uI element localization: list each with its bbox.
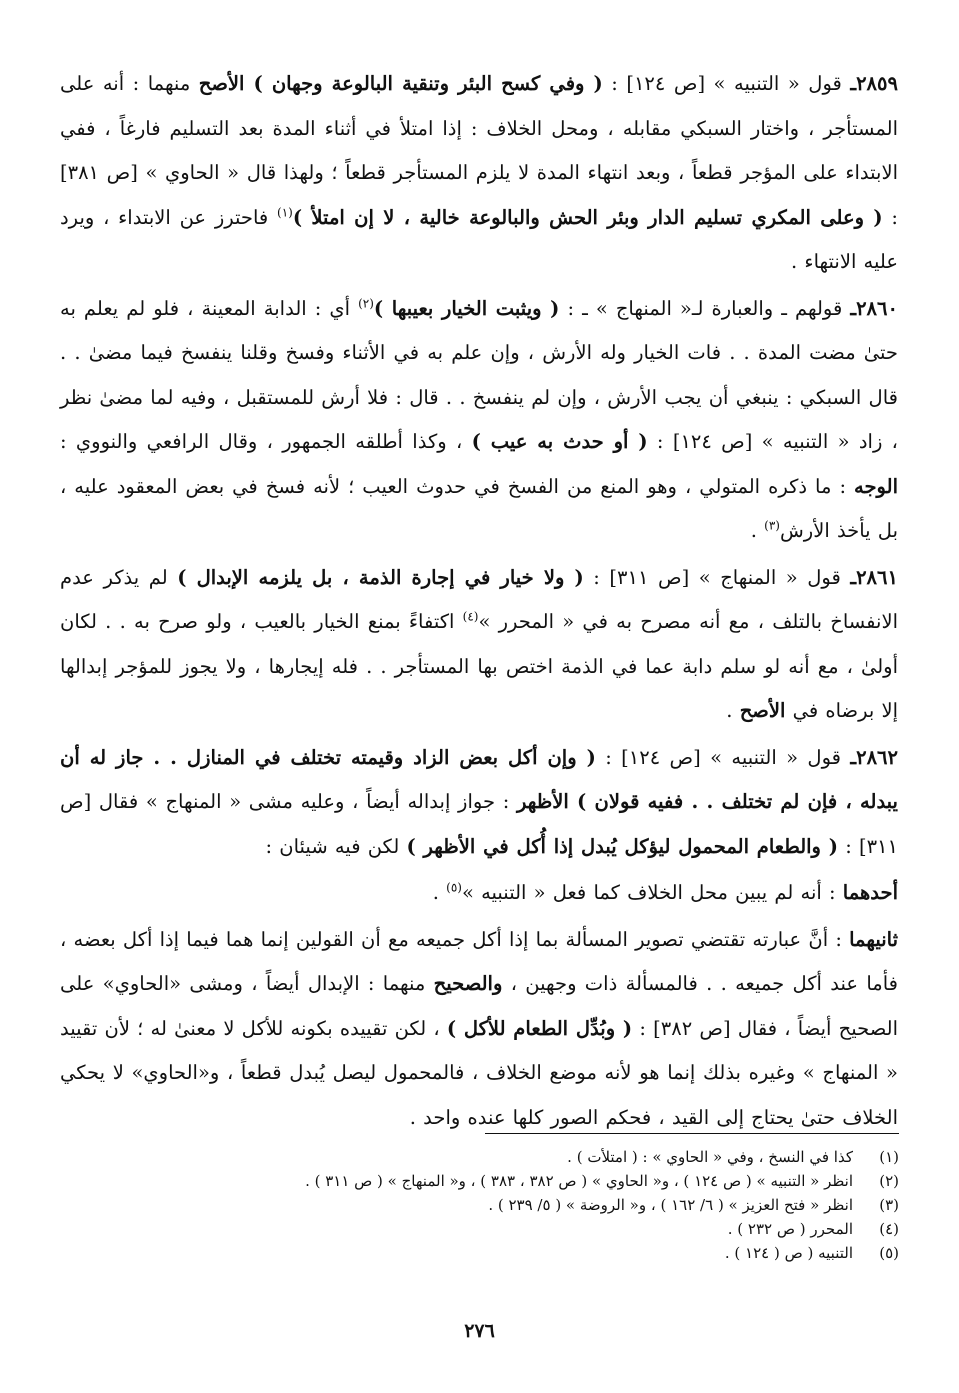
bold-text: أحدهما bbox=[842, 881, 898, 904]
text-run: : جواز إبداله أيضاً ، وعليه مشى « المنهاج » فقال [ص ٣١١] : bbox=[60, 790, 898, 858]
text-run: ، لكن تقييده بكونه للأكل لا معنىٰ له ؛ لأن تقييد « المنهاج » وغيره بذلك إنما هو لأنه موضع الخلاف ، فالمحمول ليصل يُبدل قطعاً ، و«الحاوي» لا يحكي الخلاف حتىٰ يحتاج إلى القيد ، فحكم الصور كلها عنده واحد . bbox=[60, 1016, 898, 1129]
text-run: : أنه لم يبين محل الخلاف كما فعل « التنبيه » bbox=[461, 881, 843, 904]
text-run: منهما : الإبدال أيضاً ، ومشى «الحاوي» على الصحيح أيضاً ، فقال [ص ٣٨٢] : bbox=[60, 972, 898, 1040]
page-body bbox=[60, 62, 898, 1140]
bold-text: الوجه bbox=[854, 474, 898, 498]
bold-text: ثانيهما bbox=[849, 927, 898, 951]
page-number: ٢٧٦ bbox=[464, 1320, 495, 1342]
paragraph bbox=[60, 918, 898, 1141]
paragraph bbox=[60, 736, 898, 870]
paragraph bbox=[60, 287, 898, 554]
bold-text: ( والطعام المحمول ليؤكل يُبدل إذا أُكل في الأظهر ) bbox=[406, 834, 838, 858]
footnote-number: (٣) bbox=[879, 1196, 899, 1214]
bold-text: ٢٨٥٩ـ bbox=[850, 72, 898, 95]
bold-text: ( وعلى المكري تسليم الدار وبئر الحش والبالوعة خالية ، لا إن امتلأ ) bbox=[292, 205, 883, 229]
footnote-item bbox=[61, 1169, 899, 1193]
text-run: . bbox=[750, 519, 765, 542]
text-run: قول « التنبيه » [ص ١٢٤] : bbox=[595, 745, 851, 769]
bold-text: ( أو حدث به عيب ) bbox=[471, 430, 648, 453]
bold-text: والصحيح bbox=[433, 972, 503, 995]
text-run: قولهم ـ والعبارة لـ« المنهاج » ـ : bbox=[559, 296, 851, 320]
bold-text: ٢٨٦٠ـ bbox=[850, 296, 898, 320]
paragraph bbox=[60, 556, 898, 734]
text-run: . bbox=[726, 699, 740, 722]
bold-text: ٢٨٦٢ـ bbox=[850, 745, 898, 769]
footnote-text: المحرر ( ص ٢٣٢ ) . bbox=[727, 1220, 853, 1238]
text-run: منهما : أنه على المستأجر ، واختار السبكي مقابله ، ومحل الخلاف : إذا امتلأ في أثناء المدة بعد التسليم فارغاً ، ففي الابتداء على المؤجر قطعاً ، وبعد انتهاء المدة لا يلزم المستأجر قطعاً ؛ ولهذا قال « الحاوي » [ص ٣٨١] : bbox=[60, 72, 898, 229]
text-run: قول « المنهاج » [ص ٣١١] : bbox=[583, 565, 851, 589]
footnote-item bbox=[61, 1217, 899, 1241]
text-run: . bbox=[432, 881, 447, 904]
footnote-text: انظر « التنبيه » ( ص ١٢٤ ) ، و« الحاوي » ( ص ٣٨٢ ، ٣٨٣ ) ، و« المنهاج » ( ص ٣١١ ) . bbox=[305, 1172, 853, 1190]
footnote-item bbox=[61, 1241, 899, 1265]
footnote-item bbox=[61, 1145, 899, 1169]
footnote-number: (١) bbox=[879, 1148, 899, 1166]
text-run: ، وكذا أطلقه الجمهور ، وقال الرافعي والنووي : bbox=[60, 430, 472, 453]
text-run: اكتفاءً بمنع الخيار بالعيب ، ولو صرح به . . لكان أولىٰ ، مع أنه لو سلم دابة عما في الذمة اختص بها المستأجر . . فله إيجارها ، ولا يجوز للمؤجر إبدالها إلا برضاه في bbox=[60, 610, 898, 722]
footnote-number: (٤) bbox=[879, 1220, 899, 1238]
paragraph bbox=[60, 62, 898, 285]
paragraph bbox=[60, 871, 898, 916]
text-run: أي : الدابة المعينة ، فلو لم يعلم به حتىٰ مضت المدة . . فات الخيار وله الأرش ، وإن علم به في الأثناء وفسخ وقلنا ينفسخ فيما مضىٰ . . قال السبكي : ينبغي أن يجب الأرش ، وإن لم ينفسخ . . قال : فلا أرش للمستقبل ، وفيه لما مضىٰ نظر ، زاد « التنبيه » [ص ١٢٤] : bbox=[60, 296, 898, 453]
bold-text: ( ويثبت الخيار بعيبها ) bbox=[373, 296, 560, 320]
text-run: : ما ذكره المتولي ، وهو المنع من الفسخ في حدوث العيب ؛ لأنه فسخ في بعض المعقود عليه ، بل يأخذ الأرش bbox=[60, 474, 898, 542]
footnote-ref: (٣) bbox=[764, 518, 780, 533]
footnote-separator bbox=[485, 1133, 899, 1134]
bold-text: ( وإن أكل بعض الزاد وقيمته تختلف في المنازل . . جاز له أن يبدله ، فإن لم تختلف . . ففيه قولان ) الأظهر bbox=[60, 745, 898, 813]
bold-text: ( وفي كسح البئر وتنقية البالوعة وجهان ) الأصح bbox=[198, 72, 603, 95]
bold-text: الأصح bbox=[739, 699, 786, 722]
text-run: قول « التنبيه » [ص ١٢٤] : bbox=[602, 72, 851, 95]
footnote-ref: (٤) bbox=[462, 609, 479, 624]
bold-text: ٢٨٦١ـ bbox=[850, 565, 898, 589]
text-run: فاحترز عن الابتداء ، ويرد عليه الانتهاء . bbox=[60, 205, 898, 273]
bold-text: ( وبُدِّل الطعام للأكل ) bbox=[446, 1016, 633, 1040]
footnote-ref: (٢) bbox=[358, 296, 374, 310]
footnote-text: التنبيه ( ص ( ١٢٤ ) . bbox=[724, 1244, 853, 1262]
footnotes bbox=[61, 1145, 899, 1265]
footnote-ref: (٥) bbox=[446, 880, 462, 895]
footnote-number: (٥) bbox=[879, 1244, 899, 1262]
footnote-item bbox=[61, 1193, 899, 1217]
text-run: لكن فيه شيئان : bbox=[265, 834, 407, 858]
text-run: : أنَّ عبارته تقتضي تصوير المسألة بما إذا أكل جميعه مع أن القولين إنما هما فيما إذا أكل بعضه ، فأما عند أكل جميعه . . فالمسألة ذات وجهين ، bbox=[60, 927, 898, 995]
footnote-text: انظر « فتح العزيز » ( ٦/ ١٦٢ ) ، و« الروضة » ( ٥/ ٢٣٩ ) . bbox=[488, 1196, 853, 1214]
bold-text: ( ولا خيار في إجارة الذمة ، بل يلزمه الإبدال ) bbox=[177, 565, 584, 589]
footnote-number: (٢) bbox=[879, 1172, 899, 1190]
footnote-ref: (١) bbox=[277, 205, 293, 219]
text-run: لم يذكر عدم الانفساخ بالتلف ، مع أنه مصرح به في « المحرر » bbox=[60, 565, 898, 633]
footnote-text: كذا في النسخ ، وفي « الحاوي » : ( امتلأت ) . bbox=[567, 1148, 853, 1166]
